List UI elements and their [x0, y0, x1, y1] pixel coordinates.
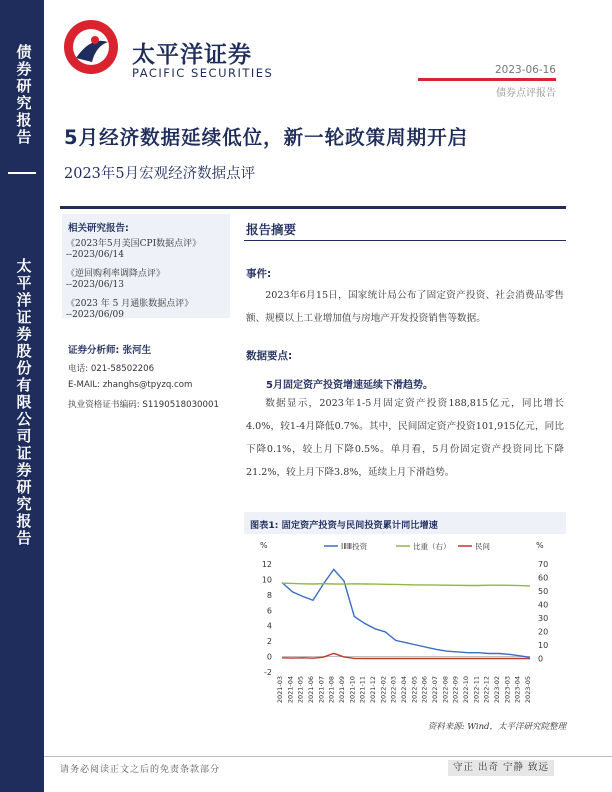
sidebar-top-text: 债券研究报告	[14, 44, 33, 146]
figure-title: 图表1: 固定资产投资与民间投资累计同比增速	[250, 520, 438, 531]
page-title: 5月经济数据延续低位，新一轮政策周期开启	[64, 126, 469, 149]
sidebar-divider	[8, 172, 36, 174]
analyst-license: 执业资格证书编码: S1190518030001	[68, 400, 219, 410]
right-axis-tick-label: 30	[538, 614, 549, 623]
title-divider	[60, 206, 566, 209]
right-axis-tick-label: 20	[538, 627, 549, 637]
x-axis-tick-label: 2021-05	[296, 676, 305, 704]
summary-heading: 报告摘要	[246, 222, 297, 237]
x-axis-tick-label: 2021-03	[276, 676, 284, 704]
x-axis-tick-label: 2021-12	[369, 676, 377, 704]
legend-label: 比重（右）	[413, 542, 451, 551]
related-report-link[interactable]: 《2023年5月美国CPI数据点评》	[66, 239, 202, 249]
x-axis-tick-label: 2023-05	[524, 676, 532, 704]
right-axis-unit: %	[536, 541, 544, 550]
left-axis-tick-label: 12	[261, 560, 272, 569]
x-axis-tick-label: 2023-02	[493, 676, 501, 704]
summary-underline	[244, 240, 566, 241]
event-paragraph: 2023年6月15日，国家统计局公布了固定资产投资、社会消费品零售额、规模以上工业增加值与房地产开发投资销售等数据。	[246, 290, 564, 324]
brand-name-en: PACIFIC SECURITIES	[132, 66, 274, 80]
left-axis-tick-label: 0	[266, 652, 272, 662]
report-date: 2023-06-16	[494, 64, 556, 76]
x-axis-tick-label: 2022-06	[420, 676, 429, 704]
x-axis-tick-label: 2022-05	[410, 676, 419, 704]
sidebar-bottom-text: 太平洋证券股份有限公司证券研究报告	[14, 258, 33, 547]
related-reports-heading: 相关研究报告:	[68, 223, 129, 234]
x-axis-tick-label: 2021-09	[338, 676, 346, 704]
left-axis-tick-label: 8	[266, 590, 272, 600]
analyst-phone: 电话: 021-58502206	[68, 364, 155, 374]
brand-logo-icon	[62, 18, 120, 76]
report-type: 债券点评报告	[496, 88, 556, 99]
x-axis-tick-label: 2021-11	[358, 676, 367, 704]
left-axis-tick-label: 4	[266, 621, 272, 631]
series-line	[282, 583, 530, 586]
right-axis-tick-label: 40	[538, 600, 549, 610]
left-axis-tick-label: 2	[266, 637, 272, 647]
related-report-link[interactable]: 《2023 年 5 月通胀数据点评》	[66, 299, 194, 309]
legend-label: ⅠⅡⅢ投资	[341, 542, 368, 551]
footer-divider	[44, 756, 612, 757]
related-report-date: --2023/06/09	[66, 310, 124, 320]
legend-label: 民间	[475, 542, 490, 551]
x-axis-tick-label: 2023-03	[503, 676, 512, 704]
footer-motto: 守正 出奇 宁静 致远	[448, 760, 554, 776]
x-axis-tick-label: 2022-09	[451, 676, 460, 704]
x-axis-tick-label: 2022-11	[472, 676, 481, 704]
x-axis-tick-label: 2021-07	[317, 676, 326, 704]
series-line	[282, 569, 530, 657]
right-axis-tick-label: 10	[538, 641, 549, 650]
x-axis-tick-label: 2022-04	[400, 676, 408, 704]
x-axis-tick-label: 2021-06	[307, 676, 315, 704]
figure-source: 资料来源: Wind，太平洋研究院整理	[427, 722, 566, 732]
line-chart	[246, 534, 566, 714]
x-axis-tick-label: 2023-04	[513, 676, 522, 704]
right-axis-tick-label: 60	[538, 573, 549, 583]
x-axis-tick-label: 2021-04	[286, 676, 295, 704]
right-axis-tick-label: 70	[538, 560, 549, 569]
x-axis-tick-label: 2022-07	[431, 676, 439, 704]
related-report-link[interactable]: 《逆回购利率调降点评》	[66, 269, 166, 279]
x-axis-tick-label: 2022-08	[441, 676, 450, 704]
page-subtitle: 2023年5月宏观经济数据点评	[64, 166, 256, 182]
x-axis-tick-label: 2022-02	[379, 676, 388, 704]
brand-name-cn: 太平洋证券	[132, 42, 252, 68]
right-axis-tick-label: 50	[538, 587, 549, 596]
event-heading: 事件:	[246, 268, 272, 280]
related-report-date: --2023/06/14	[66, 250, 124, 260]
right-axis-tick-label: 0	[538, 654, 544, 664]
left-axis-tick-label: 6	[266, 606, 272, 616]
footer-disclaimer: 请务必阅读正文之后的免责条款部分	[60, 765, 221, 775]
header-accent-line	[418, 78, 556, 81]
related-report-date: --2023/06/13	[66, 280, 124, 290]
left-axis-tick-label: 10	[261, 575, 272, 585]
analyst-heading: 证券分析师: 张河生	[68, 345, 152, 356]
x-axis-tick-label: 2022-03	[389, 676, 398, 704]
point1-heading: 5月固定资产投资增速延续下滑趋势。	[266, 380, 433, 391]
points-heading: 数据要点:	[246, 350, 293, 362]
x-axis-tick-label: 2021-08	[327, 676, 336, 704]
left-axis-unit: %	[260, 541, 268, 550]
analyst-email[interactable]: E-MAIL: zhanghs@tpyzq.com	[68, 380, 193, 390]
x-axis-tick-label: 2022-10	[462, 676, 470, 704]
x-axis-tick-label: 2021-10	[348, 676, 357, 704]
point1-paragraph: 数据显示，2023年1-5月固定资产投资188,815亿元，同比增长4.0%，较1-4月降低0.7%。其中，民间固定资产投资101,915亿元，同比下降0.1%，较上月下降0.5%。单月看，5月份固定资产投资同比下降21.2%，较上月下降3.8%，延续上月下滑趋势。	[246, 398, 564, 478]
left-axis-tick-label: -2	[264, 668, 272, 677]
x-axis-tick-label: 2022-12	[482, 676, 491, 704]
